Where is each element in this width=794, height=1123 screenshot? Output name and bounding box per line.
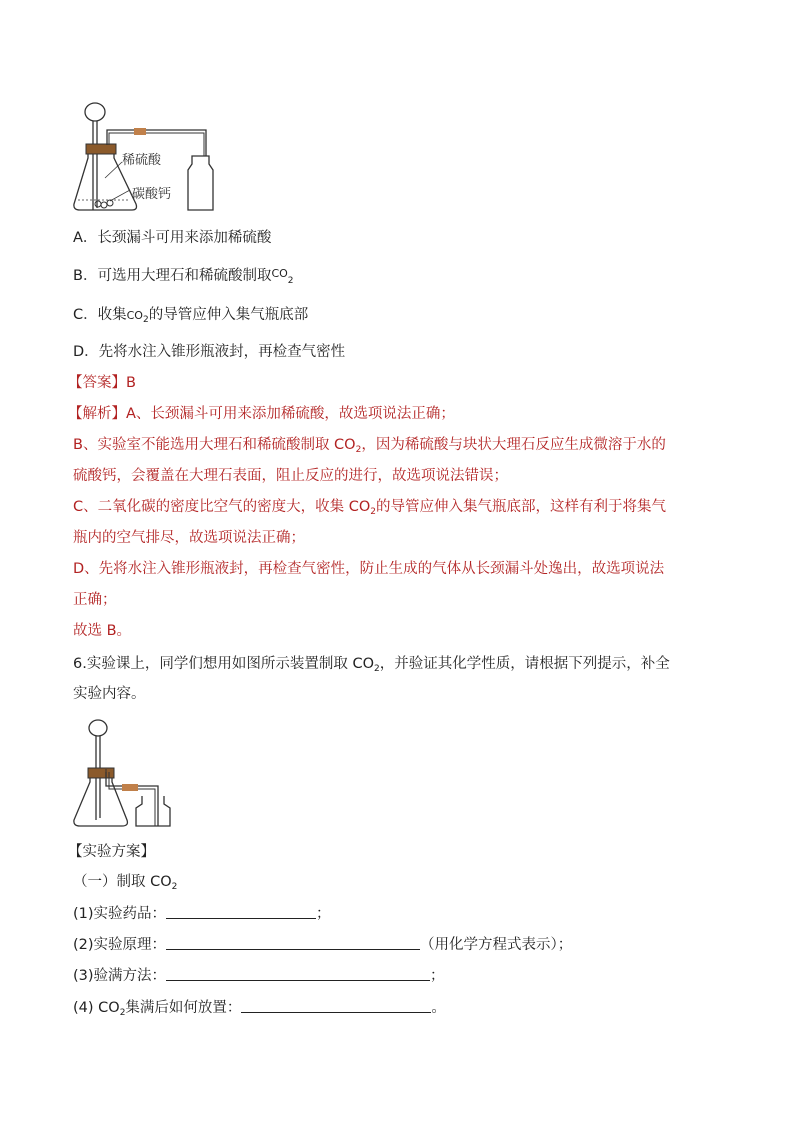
plan-item-1 [73,904,331,924]
plan-item-2-suffix: （用化学方程式表示）； [420,937,573,953]
plan-item-4: (4) $CO_2$集满后如何放置： 。 [73,1000,446,1018]
plan-item-2-label: (2)实验原理： [73,937,167,953]
plan-item-1-suffix: ； [316,906,331,922]
answer-blank-3[interactable] [166,966,430,981]
analysis-text-c-1: C、二氧化碳的密度比空气的密度大，收集 CO [73,499,371,515]
plan-item-2 [73,935,572,955]
option-c-text-before: 收集 [97,307,127,323]
option-d-prefix: D． [73,344,99,360]
analysis-line-7: 正确； [73,592,117,608]
option-c-text-after: 的导管应伸入集气瓶底部 [148,307,309,323]
analysis-tag: 【解析】 [68,406,126,422]
question6-text-b: ，并验证其化学性质，请根据下列提示，补全 [379,656,670,672]
option-a [73,228,271,248]
apparatus-figure-2 [70,716,180,830]
plan-item-1-label: (1)实验药品： [73,906,167,922]
option-b-text: 可选用大理石和稀硫酸制取 [97,268,272,284]
option-c-prefix: C． [73,307,98,323]
plan-item-4-label-a: (4) CO [73,1000,120,1016]
option-c-subscript: 2 [142,315,149,325]
option-c-formula: CO [126,309,143,322]
analysis-line-8: 故选 B。 [73,623,132,639]
option-b-formula: CO [271,267,288,280]
option-a-text: 长颈漏斗可用来添加稀硫酸 [97,230,272,246]
option-c [73,305,308,330]
plan-subtitle-text: （一）制取 CO [73,874,172,890]
answer-blank-4[interactable] [241,998,431,1013]
analysis-text-b-1: B、实验室不能选用大理石和稀硫酸制取 CO [73,437,356,453]
option-b-prefix: B． [73,268,98,284]
answer-blank-2[interactable] [166,935,420,950]
analysis-line-1 [68,404,455,424]
option-d [73,342,345,362]
plan-item-4-suffix: 。 [431,1000,446,1016]
plan-title: 【实验方案】 [68,844,155,860]
option-d-text: 先将水注入锥形瓶液封，再检查气密性 [98,344,346,360]
plan-item-4-label-b: 集满后如何放置： [125,1000,242,1016]
analysis-line-3: 硫酸钙，会覆盖在大理石表面，阻止反应的进行，故选项说法错误； [73,468,508,484]
option-b-subscript: 2 [287,276,294,286]
label-calcium-carbonate: 碳酸钙 [132,187,172,202]
answer-value: B [126,375,136,391]
plan-item-3 [73,966,445,986]
analysis-line-4: C、二氧化碳的密度比空气的密度大，收集 $CO_2$的导管应伸入集气瓶底部，这样有利于将集气 [73,499,667,517]
question6-line-1: 6.实验课上，同学们想用如图所示装置制取 $CO_2$，并验证其化学性质，请根据下列提示，补全 [73,656,670,674]
analysis-line-2: B、实验室不能选用大理石和稀硫酸制取 $CO_2$，因为稀硫酸与块状大理石反应生成微溶于水的 [73,437,666,455]
apparatus-figure-1 [70,98,220,216]
option-a-prefix: A． [73,230,98,246]
plan-subtitle: （一）制取 $CO_2$ [73,874,178,892]
plan-item-3-suffix: ； [430,968,445,984]
analysis-text-c-2: 的导管应伸入集气瓶底部，这样有利于将集气 [376,499,667,515]
analysis-line-6: D、先将水注入锥形瓶液封，再检查气密性，防止生成的气体从长颈漏斗处逸出，故选项说法 [73,561,665,577]
analysis-text-b-2: ，因为稀硫酸与块状大理石反应生成微溶于水的 [361,437,666,453]
answer-line [68,373,136,393]
analysis-text-a: A、长颈漏斗可用来添加稀硫酸，故选项说法正确； [126,406,455,422]
option-b [73,264,294,291]
analysis-line-5: 瓶内的空气排尽，故选项说法正确； [73,530,305,546]
question6-line-2: 实验内容。 [73,686,146,702]
plan-item-3-label: (3)验满方法： [73,968,167,984]
answer-blank-1[interactable] [166,904,316,919]
answer-tag: 【答案】 [68,375,126,391]
question6-text-a: 6.实验课上，同学们想用如图所示装置制取 CO [73,656,374,672]
label-dilute-sulfuric-acid: 稀硫酸 [122,153,162,168]
